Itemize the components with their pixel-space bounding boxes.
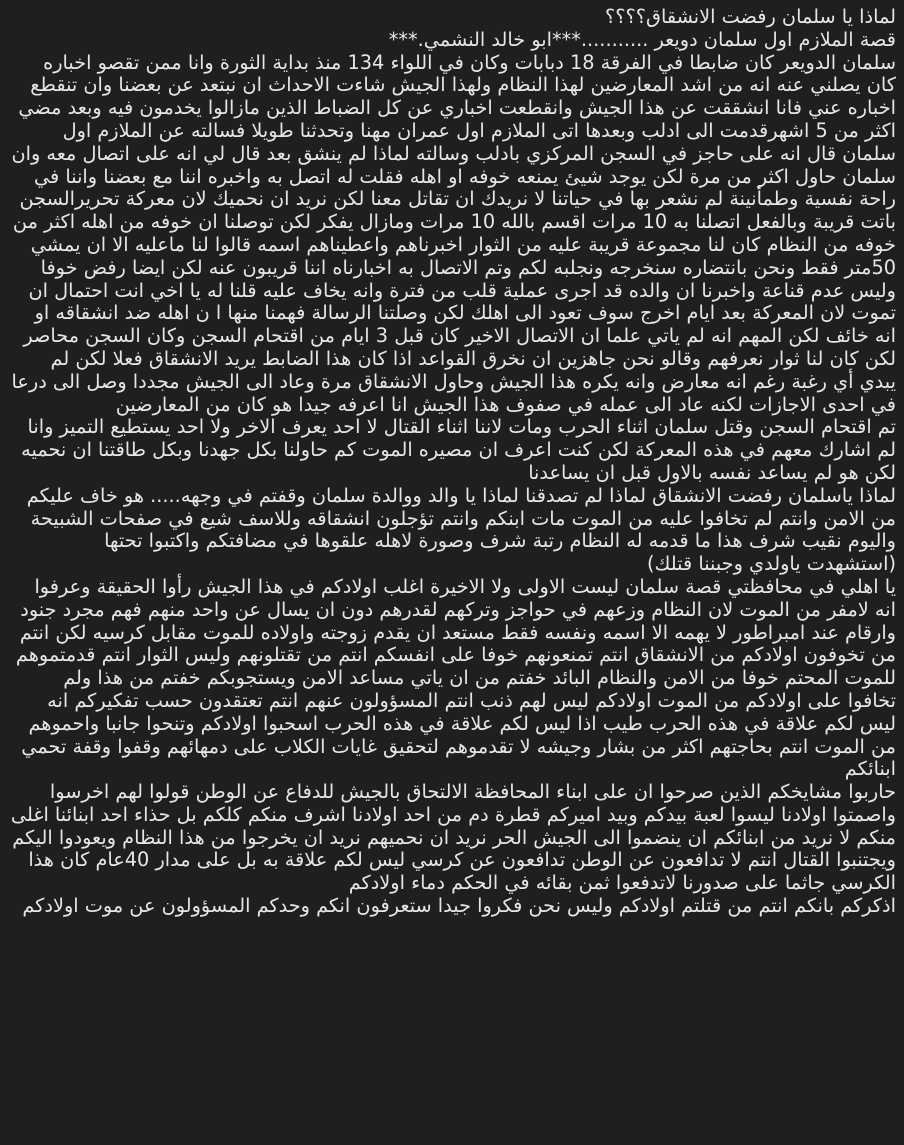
- paragraph-1: سلمان الدويعر كان ضابطا في الفرقة 18 دبابات وكان في اللواء 134 منذ بداية الثورة وانا ممن تقصو اخباره كان يصلني عنه انه من اشد المعارضين لهذا النظام ولهذا الجيش شاءت الاحداث ان نبتعد عن بعضنا وان تنقطع اخباره عني فانا انشققت عن هذا الجيش وانقطعت اخباري عن كل الضباط الذين مازالوا يخدمون فيه وبعد مضي اكثر من 5 اشهرقدمت الى ادلب وبعدها اتى الملازم اول عمران مهنا وتحدثنا طويلا فسالته عن الملازم اول سلمان قال انه على حاجز في السجن المركزي بادلب وسالته لماذا لم ينشق بعد قال لي انه على اتصال معه وان سلمان حاول اكثر من مرة لكن يوجد شيئ يمنعه خوفه او اهله فقلت له اتصل به واخبره اننا مع بعضنا واننا في راحة نفسية وطمأنينة لم نشعر بها في حياتنا لا نريدك ان تقاتل معنا لكن نريد ان نحميك لان معركة تحريرالسجن باتت قريبة وبالفعل اتصلنا به 10 مرات اقسم بالله 10 مرات ومازال يفكر لكن توصلنا ان خوفه من اهله اكثر من خوفه من النظام كان لنا مجموعة قريبة عليه من الثوار اخبرناهم واعطيناهم اسمه قالوا لنا ماعليه الا ان يمشي 50متر فقط ونحن بانتضاره سنخرجه ونجلبه لكم وتم الاتصال به اخبارناه اننا قريبون عنه لكن ايضا رفض خوفا وليس عدم قناعة واخبرنا ان والده قد اجرى عملية قلب من فترة وانه يخاف عليه قلنا له يا اخي انت احتمال ان تموت لان المعركة بعد ايام اخرج سوف تعود الى اهلك لكن وصلتنا الرسالة فهمنا منها ا ن اهله ضد انشقاقه او انه خائف لكن المهم انه لم ياتي علما ان الاتصال الاخير كان قبل 3 ايام من اقتحام السجن وكان السجن محاصر لكن كان لنا ثوار نعرفهم وقالو نحن جاهزين ان نخرق القواعد اذا كان هذا الضابط يريد الانشقاق فعلا لكن لم يبدي أي رغبة رغم انه معارض وانه يكره هذا الجيش وحاول الانشقاق مرة وعاد الى الجيش مجددا وصل الى درعا في احدى الاجازات لكنه عاد الى عمله في صفوف هذا الجيش انا اعرفه جيدا هو كان من المعارضين: [11, 50, 896, 416]
- paragraph-3: لماذا ياسلمان رفضت الانشقاق لماذا لم تصدقنا لماذا يا والد ووالدة سلمان وقفتم في وجهه..... هو خاف عليكم من الامن وانتم لم تخافوا عليه من الموت مات ابنكم وانتم تؤجلون انشقاقه وللاسف شيع في صفحات الشبيحة واليوم نقيب شرف هذا ما قدمه له النظام رتبة شرف وصورة لاهله علقوها في مضافتكم واكتبوا تحتها (استشهدت ياولدي وجبننا قتلك): [26, 483, 896, 576]
- paragraph-5: حاربوا مشايخكم الذين صرحوا ان على ابناء المحافظة الالتحاق بالجيش للدفاع عن الوطن قولوا لهم اخرسوا واصمتوا اولادنا ليسوا لعبة بيدكم وبيد اميركم قطرة دم من احد اولادنا اشرف منكم كلكم بل حذاء احد ابنائنا اغلى منكم لا نريد من ابنائكم ان ينضموا الى الجيش الحر نريد ان نحميهم نريد ان يخرجوا من هذا النظام ويعودوا اليكم ويجتنبوا القتال انتم لا تدافعون عن الوطن تدافعون عن كرسي ليس لكم علاقة به بل على مدار 40عام كان هذا الكرسي جاثما على صدورنا لاتدفعوا ثمن بقائه في الحكم دماء اولادكم: [10, 780, 896, 895]
- post-subtitle: قصة الملازم اول سلمان دويعر ...........***ابو خالد النشمي.***: [388, 27, 896, 51]
- paragraph-2: تم اقتحام السجن وقتل سلمان اثناء الحرب ومات لاننا اثناء القتال لا احد يعرف الاخر ولا احد يستطيع التميز وانا لم اشارك معهم في هذه المعركة لكن كنت اعرف ان مصيره الموت كم حاولنا بكل جهدنا وبكل طاقتنا ان نحميه لكن هو لم يساعد نفسه بالاول قبل ان يساعدنا: [21, 415, 896, 484]
- paragraph-6: اذكركم بانكم انتم من قتلتم اولادكم وليس نحن فكروا جيدا ستعرفون انكم وحدكم المسؤولون عن موت اولادكم: [22, 894, 896, 918]
- post-title: لماذا يا سلمان رفضت الانشقاق؟؟؟؟: [605, 5, 896, 28]
- paragraph-4: يا اهلي في محافظتي قصة سلمان ليست الاولى ولا الاخيرة اغلب اولادكم في هذا الجيش رأوا الحقيقة وعرفوا انه لامفر من الموت لان النظام وزعهم في حواجز وتركهم لقدرهم دون ان يسال عن واحد منهم فهم مجرد جنود وارقام عند امبراطور لا يهمه الا اسمه ونفسه فقط مستعد ان يقدم زوجته واولاده للموت مقابل كرسيه لكن انتم من تخوفون اولادكم من الانشقاق انتم تمنعونهم خوفا على انفسكم انتم من تقتلونهم وليس الثوار انتم قدمتموهم للموت المحتم خوفا من الامن والنظام البائد خفتم من ان ياتي مساعد الامن ويستجوبكم خفتم من هذا ولم تخافوا على اولادكم من الموت اولادكم ليس لهم ذنب انتم المسؤولون عنهم انتم تعتقدون حسب تفكيركم انه ليس لكم علاقة في هذه الحرب طيب اذا ليس لكم علاقة في هذه الحرب اسحبوا اولادكم وتنحوا جانبا واحموهم من الموت انتم بحاجتهم اكثر من بشار وجيشه لا تقدموهم لتحقيق غايات الكلاب على دمهائهم وقفوا وقفة تحمي ابنائكم: [15, 574, 896, 781]
